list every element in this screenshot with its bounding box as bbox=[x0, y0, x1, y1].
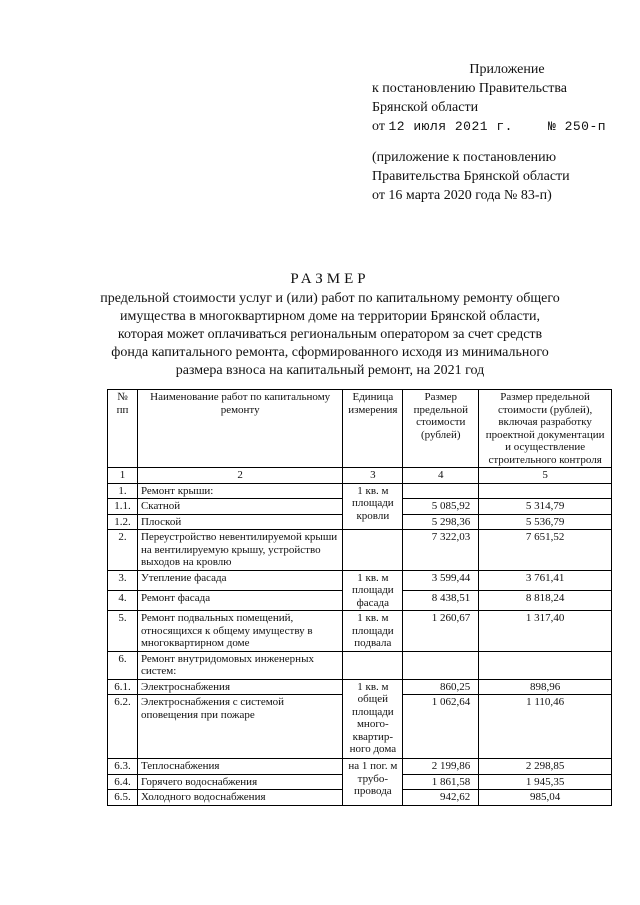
table-row bbox=[108, 570, 612, 590]
row-value-full: 1 945,35 bbox=[479, 774, 612, 790]
row-value-full: 1 110,46 bbox=[479, 695, 612, 759]
unit-cell-empty bbox=[343, 530, 403, 571]
row-value: 1 062,64 bbox=[403, 695, 479, 759]
unit-cell: 1 кв. м площади кровли bbox=[343, 483, 403, 530]
col-number: 1 bbox=[108, 468, 138, 484]
row-name: Переустройство невентилируемой крыши на вентилируемую крышу, устройство выходов на кровлю bbox=[137, 530, 342, 571]
appendix-line-2: Брянской области bbox=[372, 100, 479, 115]
row-no: 4. bbox=[108, 590, 138, 610]
row-name: Ремонт подвальных помещений, относящихся к общему имуществу в многоквартирном доме bbox=[137, 611, 342, 652]
row-value: 2 199,86 bbox=[403, 759, 479, 775]
row-value: 942,62 bbox=[403, 790, 479, 806]
heading-line-3: которая может оплачиваться региональным оператором за счет средств bbox=[117, 327, 543, 342]
table-row bbox=[108, 679, 612, 695]
row-name: Скатной bbox=[137, 499, 342, 515]
unit-cell: 1 кв. м площади подвала bbox=[343, 611, 403, 652]
row-value: 8 438,51 bbox=[403, 590, 479, 610]
row-value-full: 8 818,24 bbox=[479, 590, 612, 610]
row-value-full: 7 651,52 bbox=[479, 530, 612, 571]
row-value: 1 260,67 bbox=[403, 611, 479, 652]
column-number-row bbox=[108, 468, 612, 484]
row-name: Плоской bbox=[137, 514, 342, 530]
row-value: 860,25 bbox=[403, 679, 479, 695]
table-row bbox=[108, 651, 612, 679]
table-header-row bbox=[108, 390, 612, 468]
row-no: 2. bbox=[108, 530, 138, 571]
row-value-full: 3 761,41 bbox=[479, 570, 612, 590]
col-number: 3 bbox=[343, 468, 403, 484]
previous-decree-block bbox=[372, 148, 627, 205]
unit-cell-empty bbox=[343, 651, 403, 679]
heading-line-4: фонда капитального ремонта, сформированного исходя из минимального bbox=[111, 345, 549, 360]
row-name: Ремонт фасада bbox=[137, 590, 342, 610]
row-value: 7 322,03 bbox=[403, 530, 479, 571]
row-value-full: 5 536,79 bbox=[479, 514, 612, 530]
appendix-date-line bbox=[372, 117, 622, 136]
row-value: 5 085,92 bbox=[403, 499, 479, 515]
row-name: Утепление фасада bbox=[137, 570, 342, 590]
table-row bbox=[108, 483, 612, 499]
row-value-full: 985,04 bbox=[479, 790, 612, 806]
col-number: 4 bbox=[403, 468, 479, 484]
decree-date: 12 июля 2021 г. bbox=[388, 119, 513, 134]
appendix-block bbox=[372, 60, 622, 136]
heading-line-2: имущества в многоквартирном доме на территории Брянской области, bbox=[120, 309, 540, 324]
row-no: 3. bbox=[108, 570, 138, 590]
table-row bbox=[108, 530, 612, 571]
row-no: 6.5. bbox=[108, 790, 138, 806]
table-row bbox=[108, 611, 612, 652]
row-value: 1 861,58 bbox=[403, 774, 479, 790]
row-value-full bbox=[479, 483, 612, 499]
row-name: Горячего водоснабжения bbox=[137, 774, 342, 790]
row-no: 1.2. bbox=[108, 514, 138, 530]
row-no: 6. bbox=[108, 651, 138, 679]
from-label: от bbox=[372, 119, 385, 134]
row-no: 6.4. bbox=[108, 774, 138, 790]
row-name: Электроснабжения с системой оповещения при пожаре bbox=[137, 695, 342, 759]
appendix-title: Приложение bbox=[469, 62, 545, 77]
row-no: 6.3. bbox=[108, 759, 138, 775]
heading-title: РАЗМЕР bbox=[290, 271, 370, 287]
previous-line-3: от 16 марта 2020 года № 83-п) bbox=[372, 188, 552, 203]
heading-line-1: предельной стоимости услуг и (или) работ по капитальному ремонту общего bbox=[100, 291, 560, 306]
row-name: Холодного водоснабжения bbox=[137, 790, 342, 806]
row-value-full: 2 298,85 bbox=[479, 759, 612, 775]
row-value bbox=[403, 483, 479, 499]
row-value-full: 1 317,40 bbox=[479, 611, 612, 652]
row-name: Электроснабжения bbox=[137, 679, 342, 695]
row-no: 6.2. bbox=[108, 695, 138, 759]
row-name: Ремонт крыши: bbox=[137, 483, 342, 499]
header-unit: Единица измерения bbox=[343, 390, 403, 468]
row-no: 6.1. bbox=[108, 679, 138, 695]
header-no: № пп bbox=[108, 390, 138, 468]
row-name: Ремонт внутридомовых инженерных систем: bbox=[137, 651, 342, 679]
unit-cell: на 1 пог. м трубо-провода bbox=[343, 759, 403, 806]
unit-cell: 1 кв. м площади фасада bbox=[343, 570, 403, 611]
heading-line-5: размера взноса на капитальный ремонт, на 2021 год bbox=[175, 363, 485, 378]
row-no: 5. bbox=[108, 611, 138, 652]
row-value: 5 298,36 bbox=[403, 514, 479, 530]
row-value-full bbox=[479, 651, 612, 679]
decree-number: № 250-п bbox=[547, 119, 607, 134]
header-size: Размер предельной стоимости (рублей) bbox=[403, 390, 479, 468]
row-no: 1.1. bbox=[108, 499, 138, 515]
unit-cell: 1 кв. м общей площади много-квартир-ного дома bbox=[343, 679, 403, 759]
row-value bbox=[403, 651, 479, 679]
cost-table bbox=[107, 389, 612, 806]
document-heading bbox=[95, 270, 565, 380]
previous-line-1: (приложение к постановлению bbox=[372, 150, 557, 165]
row-no: 1. bbox=[108, 483, 138, 499]
header-size-full: Размер предельной стоимости (рублей), включая разработку проектной документации и осуществление строительного контроля bbox=[479, 390, 612, 468]
row-value-full: 5 314,79 bbox=[479, 499, 612, 515]
appendix-line-1: к постановлению Правительства bbox=[372, 81, 568, 96]
table-row bbox=[108, 759, 612, 775]
col-number: 5 bbox=[479, 468, 612, 484]
previous-line-2: Правительства Брянской области bbox=[372, 169, 570, 184]
col-number: 2 bbox=[137, 468, 342, 484]
header-name: Наименование работ по капитальному ремонту bbox=[137, 390, 342, 468]
row-value: 3 599,44 bbox=[403, 570, 479, 590]
row-name: Теплоснабжения bbox=[137, 759, 342, 775]
row-value-full: 898,96 bbox=[479, 679, 612, 695]
